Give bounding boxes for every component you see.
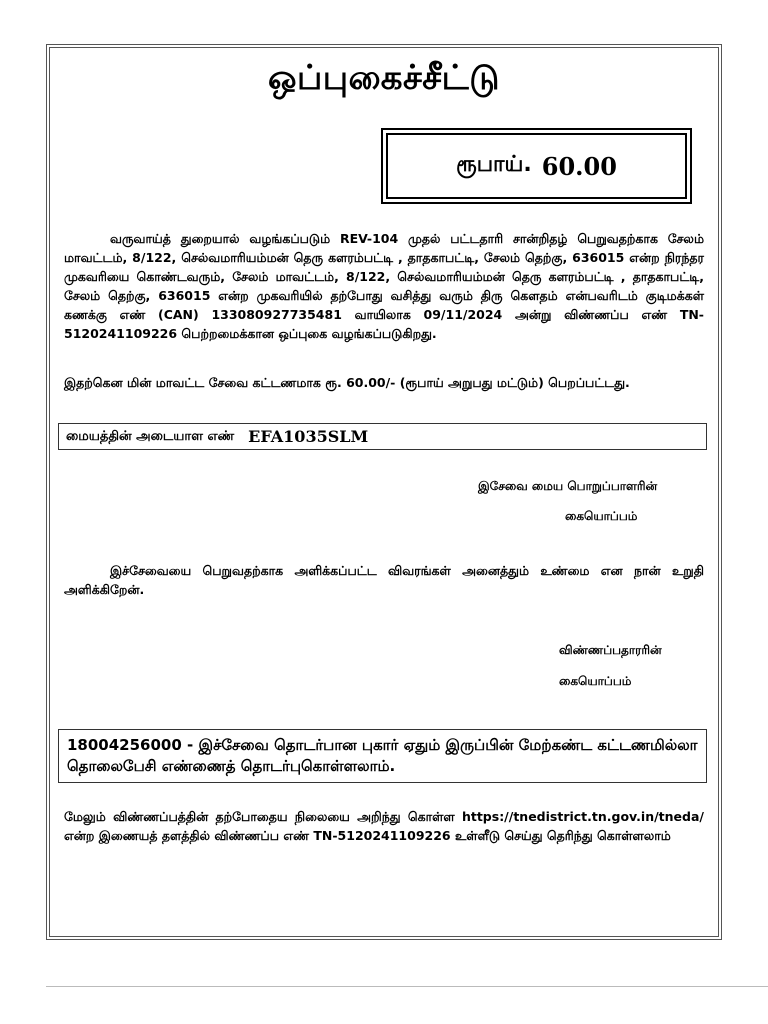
acknowledgement-text: வருவாய்த் துறையால் வழங்கப்படும் REV-104 முதல் பட்டதாரி சான்றிதழ் பெறுவதற்காக சேலம் மாவட்டம், 8/122, செல்வமாரியம்மன் தெரு களரம்பட்டி , தாதகாபட்டி, சேலம் தெற்கு, 636015 என்ற நிரந்தர முகவரியை கொண்டவரும், சேலம் மாவட்டம், 8/122, செல்வமாரியம்மன் தெரு களரம்பட்டி , தாதகாபட்டி, சேலம் தெற்கு, 636015 என்ற முகவரியில் தற்போது வசித்து வரும் திரு கௌதம் என்பவரிடம் குடிமக்கள் கணக்கு எண் (CAN) 133080927735481 வாயிலாக 09/11/2024 அன்று விண்ணப்ப எண் TN-5120241109226 பெற்றமைக்கான ஒப்புகை வழங்கப்படுகிறது. (64, 231, 704, 341)
status-note: மேலும் விண்ணப்பத்தின் தற்போதைய நிலையை அறிந்து கொள்ள https://tnedistrict.tn.gov.in/tneda/ என்ற இணையத் தளத்தில் விண்ணப்ப எண் TN-5120241109226 உள்ளீடு செய்து தெரிந்து கொள்ளலாம் (64, 809, 704, 843)
center-id-label: மையத்தின் அடையாள எண் (66, 428, 235, 444)
amount-label: ரூபாய். (456, 152, 532, 177)
amount-value: 60.00 (541, 151, 617, 181)
amount-box (386, 133, 687, 199)
declaration-text: இச்சேவையை பெறுவதற்காக அளிக்கப்பட்ட விவரங்கள் அனைத்தும் உண்மை என நான் உறுதி அளிக்கிறேன். (64, 563, 704, 597)
acknowledgement-paragraph (64, 229, 704, 343)
footer-divider (46, 986, 768, 987)
fee-paragraph: இதற்கென மின் மாவட்ட சேவை கட்டணமாக ரூ. 60.00/- (ரூபாய் அறுபது மட்டும்) பெறப்பட்டது. (64, 375, 630, 390)
operator-signature-title: இசேவை மைய பொறுப்பாளரின் (478, 479, 658, 493)
declaration-paragraph (64, 561, 704, 599)
complaint-box: 18004256000 - இச்சேவை தொடர்பான புகார் ஏதும் இருப்பின் மேற்கண்ட கட்டணமில்லா தொலைபேசி எண்ணைத் தொடர்புகொள்ளலாம். (58, 729, 707, 783)
applicant-signature-title: விண்ணப்பதாரரின் (559, 643, 662, 657)
operator-signature-label: கையொப்பம் (565, 509, 638, 523)
center-id-value: EFA1035SLM (248, 427, 369, 446)
applicant-signature-label: கையொப்பம் (559, 674, 632, 688)
page-title: ஒப்புகைச்சீட்டு (267, 58, 501, 98)
center-id-box (58, 423, 707, 450)
